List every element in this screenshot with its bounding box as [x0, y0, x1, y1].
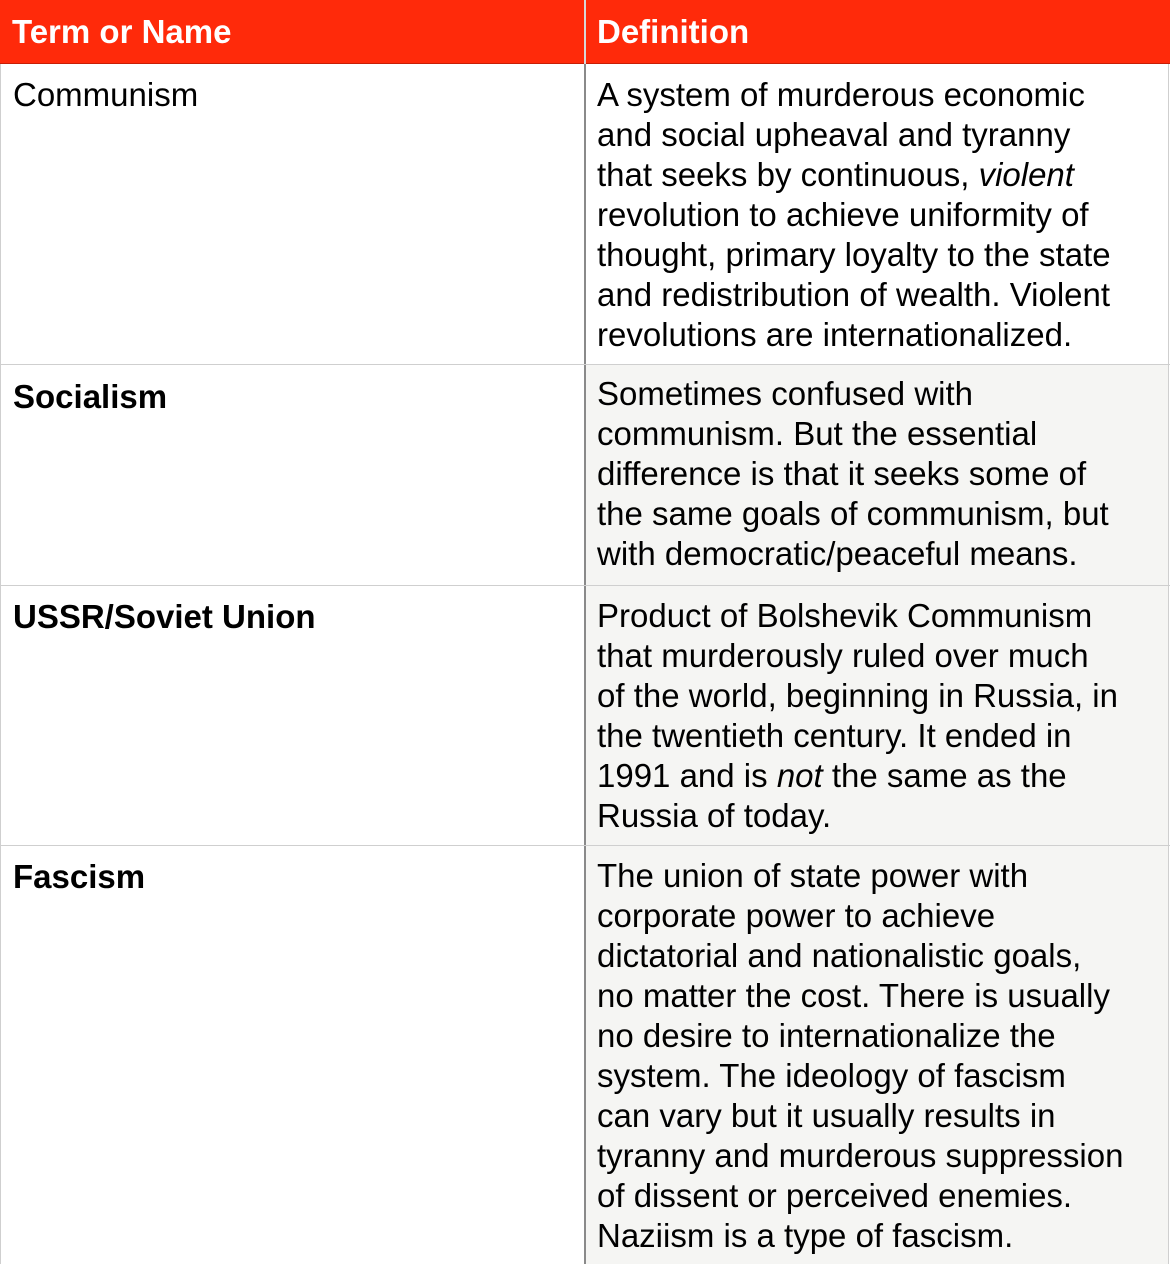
- definition-line: The union of state power with: [597, 857, 1029, 894]
- header-term-label: Term or Name: [12, 13, 232, 50]
- definition-line: communism. But the essential: [597, 415, 1038, 452]
- definition-emphasis: not: [776, 757, 823, 794]
- definition-line: tyranny and murderous suppression: [597, 1137, 1124, 1174]
- definition-line: thought, primary loyalty to the state: [597, 236, 1111, 273]
- definition-line: revolution to achieve uniformity of: [597, 196, 1089, 233]
- definition-line: corporate power to achieve: [597, 897, 996, 934]
- definition-line: A system of murderous economic: [597, 76, 1085, 113]
- definition-line: Sometimes confused with: [597, 375, 974, 412]
- definition-emphasis: violent: [978, 156, 1074, 193]
- definition-line: [597, 155, 1162, 195]
- definition-line: Russia of today.: [597, 797, 832, 834]
- table-row: [0, 64, 1170, 365]
- definition-line: difference is that it seeks some of: [597, 455, 1087, 492]
- definition-cell: [584, 365, 1169, 585]
- definition-line: no desire to internationalize the: [597, 1017, 1056, 1054]
- definition-line: of dissent or perceived enemies.: [597, 1177, 1073, 1214]
- definition-fragment: 1991 and is: [597, 757, 777, 794]
- table-row: [0, 586, 1170, 846]
- definition-cell: [584, 846, 1169, 1264]
- definition-line: [597, 756, 1162, 796]
- definition-line: and social upheaval and tyranny: [597, 116, 1071, 153]
- term-communism: Communism: [13, 76, 199, 113]
- definition-socialism: [597, 374, 1162, 574]
- header-divider: [584, 0, 586, 64]
- definition-line: can vary but it usually results in: [597, 1097, 1056, 1134]
- term-cell: [0, 586, 584, 845]
- definition-line: Naziism is a type of fascism.: [597, 1217, 1014, 1254]
- term-socialism: Socialism: [13, 378, 168, 415]
- term-cell: [0, 365, 584, 585]
- definition-line: and redistribution of wealth. Violent: [597, 276, 1111, 313]
- definition-line: revolutions are internationalized.: [597, 316, 1073, 353]
- term-cell: [0, 846, 584, 1264]
- term-cell: [0, 64, 584, 364]
- term-fascism: Fascism: [13, 858, 146, 895]
- definition-fragment: that seeks by continuous,: [597, 156, 979, 193]
- definition-cell: [584, 586, 1169, 845]
- definition-fascism: [597, 856, 1162, 1256]
- table-header: [0, 0, 1170, 64]
- definition-cell: [584, 64, 1169, 364]
- definition-line: Product of Bolshevik Communism: [597, 597, 1093, 634]
- definition-line: of the world, beginning in Russia, in: [597, 677, 1118, 714]
- definition-line: with democratic/peaceful means.: [597, 535, 1078, 572]
- definition-communism: [597, 75, 1162, 355]
- table-row: [0, 365, 1170, 586]
- definition-line: the same goals of communism, but: [597, 495, 1109, 532]
- definition-line: dictatorial and nationalistic goals,: [597, 937, 1082, 974]
- definition-line: system. The ideology of fascism: [597, 1057, 1066, 1094]
- header-definition-label: Definition: [597, 13, 750, 50]
- definition-fragment: the same as the: [822, 757, 1067, 794]
- definition-line: the twentieth century. It ended in: [597, 717, 1072, 754]
- table-row: [0, 846, 1170, 1264]
- definition-ussr: [597, 596, 1162, 836]
- definition-line: no matter the cost. There is usually: [597, 977, 1110, 1014]
- term-ussr: USSR/Soviet Union: [13, 598, 316, 635]
- definition-line: that murderously ruled over much: [597, 637, 1089, 674]
